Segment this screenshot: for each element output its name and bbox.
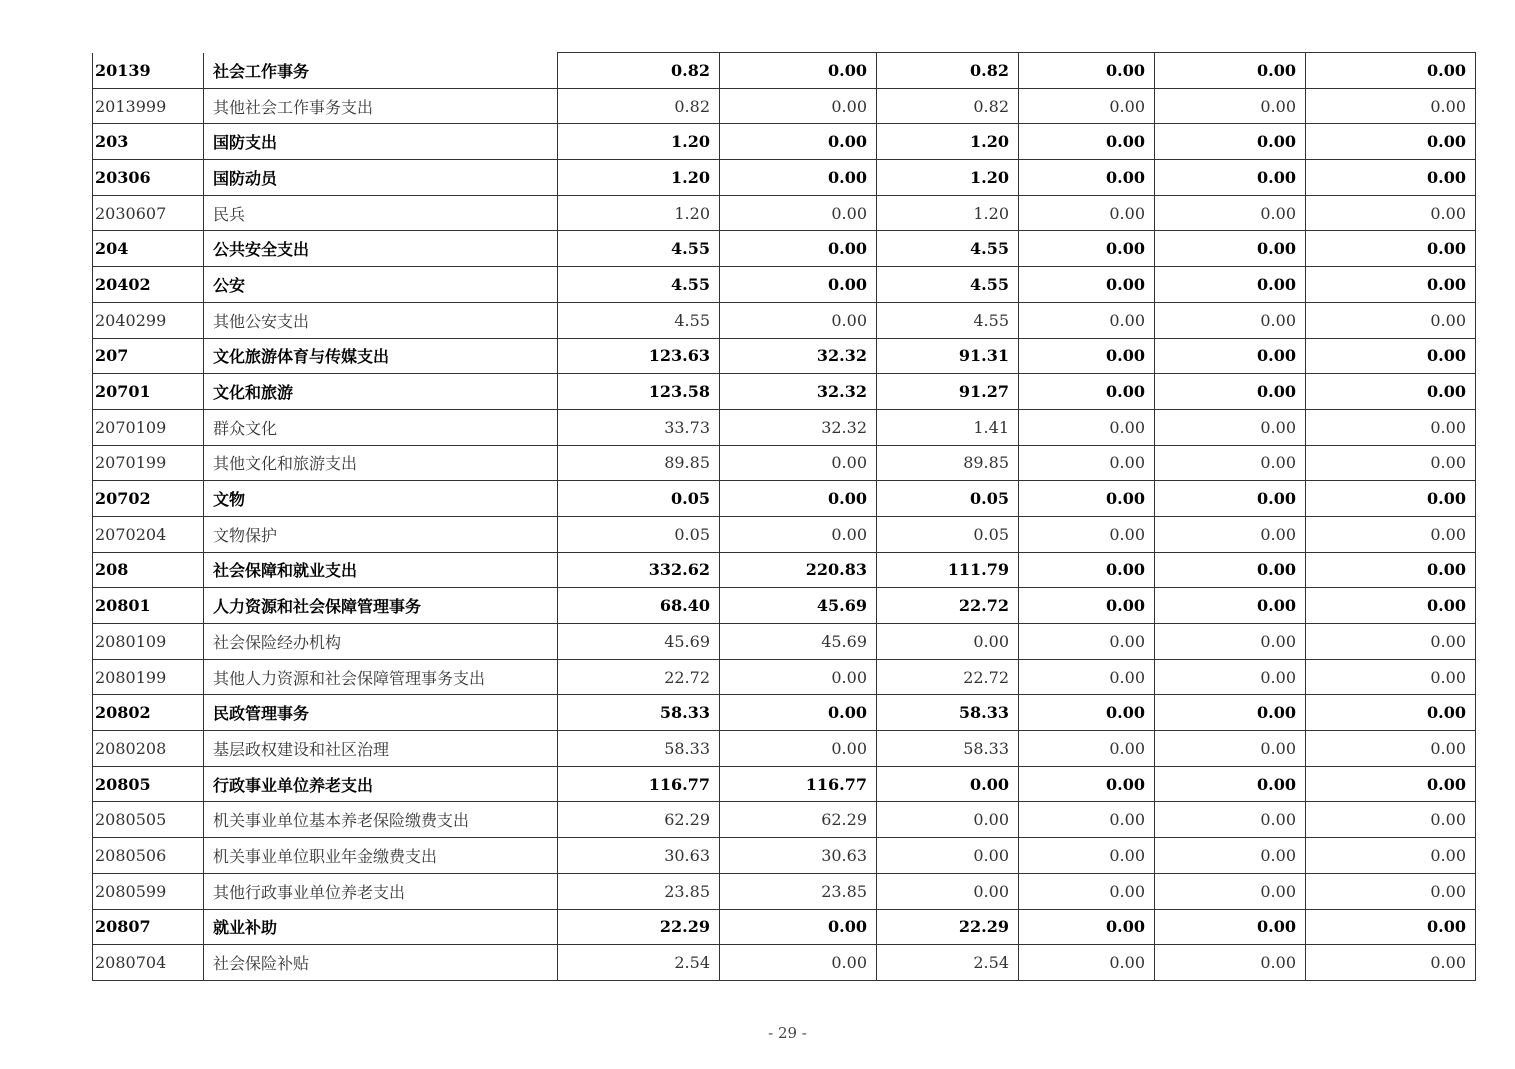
subject-name-cell: 机关事业单位基本养老保险缴费支出	[204, 802, 558, 838]
table-row	[93, 445, 1476, 481]
amount-cell: 0.00	[1155, 909, 1306, 945]
amount-cell: 332.62	[558, 552, 720, 588]
amount-cell: 123.58	[558, 374, 720, 410]
amount-cell: 89.85	[558, 445, 720, 481]
subject-name-cell: 人力资源和社会保障管理事务	[204, 588, 558, 624]
subject-code-cell: 20807	[93, 909, 204, 945]
amount-cell: 0.00	[720, 909, 877, 945]
subject-name-cell: 文化旅游体育与传媒支出	[204, 338, 558, 374]
amount-cell: 22.72	[877, 659, 1019, 695]
amount-cell: 0.00	[720, 659, 877, 695]
amount-cell: 0.00	[1155, 374, 1306, 410]
table-row	[93, 338, 1476, 374]
amount-cell: 22.72	[877, 588, 1019, 624]
table-row	[93, 302, 1476, 338]
amount-cell: 1.20	[558, 124, 720, 160]
amount-cell: 0.00	[1155, 516, 1306, 552]
subject-name-cell: 就业补助	[204, 909, 558, 945]
amount-cell: 30.63	[720, 838, 877, 874]
amount-cell: 0.00	[720, 731, 877, 767]
amount-cell: 23.85	[558, 873, 720, 909]
amount-cell: 0.00	[1155, 195, 1306, 231]
amount-cell: 0.00	[1306, 409, 1476, 445]
amount-cell: 4.55	[877, 302, 1019, 338]
subject-code-cell: 2080506	[93, 838, 204, 874]
amount-cell: 1.20	[877, 195, 1019, 231]
table-row	[93, 231, 1476, 267]
amount-cell: 0.00	[1155, 588, 1306, 624]
table-row	[93, 516, 1476, 552]
table-row	[93, 624, 1476, 660]
amount-cell: 32.32	[720, 338, 877, 374]
amount-cell: 0.00	[1019, 516, 1155, 552]
amount-cell: 0.82	[877, 53, 1019, 89]
subject-code-cell: 20805	[93, 766, 204, 802]
amount-cell: 0.00	[1306, 695, 1476, 731]
amount-cell: 0.00	[1306, 624, 1476, 660]
table-row	[93, 195, 1476, 231]
amount-cell: 0.00	[1306, 445, 1476, 481]
subject-name-cell: 其他人力资源和社会保障管理事务支出	[204, 659, 558, 695]
amount-cell: 0.00	[1019, 338, 1155, 374]
amount-cell: 0.00	[1306, 766, 1476, 802]
amount-cell: 0.00	[1155, 338, 1306, 374]
amount-cell: 0.00	[1019, 552, 1155, 588]
amount-cell: 4.55	[558, 231, 720, 267]
amount-cell: 2.54	[558, 945, 720, 981]
subject-code-cell: 2080199	[93, 659, 204, 695]
amount-cell: 58.33	[558, 695, 720, 731]
amount-cell: 0.00	[1155, 802, 1306, 838]
amount-cell: 0.00	[1306, 731, 1476, 767]
amount-cell: 62.29	[720, 802, 877, 838]
amount-cell: 0.00	[1306, 588, 1476, 624]
subject-name-cell: 公安	[204, 267, 558, 303]
subject-code-cell: 2013999	[93, 88, 204, 124]
amount-cell: 45.69	[720, 588, 877, 624]
amount-cell: 0.00	[1155, 409, 1306, 445]
table-row	[93, 374, 1476, 410]
amount-cell: 0.00	[1306, 195, 1476, 231]
amount-cell: 111.79	[877, 552, 1019, 588]
table-row	[93, 659, 1476, 695]
subject-code-cell: 20402	[93, 267, 204, 303]
amount-cell: 220.83	[720, 552, 877, 588]
subject-code-cell: 207	[93, 338, 204, 374]
amount-cell: 0.00	[1019, 481, 1155, 517]
table-row	[93, 409, 1476, 445]
amount-cell: 0.00	[1306, 302, 1476, 338]
amount-cell: 0.00	[1019, 731, 1155, 767]
amount-cell: 0.00	[1019, 695, 1155, 731]
amount-cell: 0.00	[1155, 624, 1306, 660]
amount-cell: 0.00	[1155, 124, 1306, 160]
subject-code-cell: 20139	[93, 53, 204, 89]
subject-code-cell: 204	[93, 231, 204, 267]
amount-cell: 0.00	[1306, 552, 1476, 588]
amount-cell: 0.00	[720, 231, 877, 267]
subject-code-cell: 203	[93, 124, 204, 160]
subject-name-cell: 行政事业单位养老支出	[204, 766, 558, 802]
amount-cell: 1.20	[558, 160, 720, 196]
amount-cell: 0.00	[1155, 231, 1306, 267]
amount-cell: 0.00	[1306, 516, 1476, 552]
amount-cell: 0.00	[720, 481, 877, 517]
amount-cell: 0.00	[1306, 481, 1476, 517]
amount-cell: 0.00	[720, 124, 877, 160]
amount-cell: 0.82	[877, 88, 1019, 124]
amount-cell: 0.00	[720, 88, 877, 124]
table-row	[93, 909, 1476, 945]
subject-name-cell: 文化和旅游	[204, 374, 558, 410]
subject-name-cell: 国防动员	[204, 160, 558, 196]
table-row	[93, 802, 1476, 838]
amount-cell: 32.32	[720, 409, 877, 445]
subject-code-cell: 2080109	[93, 624, 204, 660]
table-row	[93, 695, 1476, 731]
subject-name-cell: 文物	[204, 481, 558, 517]
table-row	[93, 53, 1476, 89]
page-number: - 29 -	[768, 1024, 807, 1042]
amount-cell: 0.00	[877, 873, 1019, 909]
amount-cell: 0.00	[1306, 802, 1476, 838]
amount-cell: 0.00	[1155, 731, 1306, 767]
subject-code-cell: 2040299	[93, 302, 204, 338]
table-row	[93, 945, 1476, 981]
subject-code-cell: 20801	[93, 588, 204, 624]
amount-cell: 116.77	[720, 766, 877, 802]
amount-cell: 0.05	[558, 481, 720, 517]
amount-cell: 0.05	[877, 516, 1019, 552]
subject-name-cell: 群众文化	[204, 409, 558, 445]
amount-cell: 0.00	[1019, 409, 1155, 445]
subject-code-cell: 20701	[93, 374, 204, 410]
amount-cell: 1.20	[558, 195, 720, 231]
amount-cell: 0.00	[1019, 53, 1155, 89]
amount-cell: 0.00	[720, 695, 877, 731]
budget-table	[92, 52, 1476, 981]
amount-cell: 0.00	[1306, 231, 1476, 267]
amount-cell: 0.00	[1306, 838, 1476, 874]
amount-cell: 0.00	[1019, 624, 1155, 660]
table-row	[93, 588, 1476, 624]
amount-cell: 22.29	[877, 909, 1019, 945]
amount-cell: 4.55	[558, 267, 720, 303]
amount-cell: 0.00	[877, 766, 1019, 802]
amount-cell: 0.00	[720, 945, 877, 981]
amount-cell: 0.00	[1155, 481, 1306, 517]
amount-cell: 0.00	[1019, 88, 1155, 124]
amount-cell: 0.00	[1306, 659, 1476, 695]
amount-cell: 0.00	[1155, 873, 1306, 909]
amount-cell: 32.32	[720, 374, 877, 410]
amount-cell: 0.00	[1306, 909, 1476, 945]
table-row	[93, 731, 1476, 767]
amount-cell: 0.00	[1306, 160, 1476, 196]
amount-cell: 116.77	[558, 766, 720, 802]
amount-cell: 62.29	[558, 802, 720, 838]
amount-cell: 0.00	[1019, 659, 1155, 695]
amount-cell: 4.55	[877, 267, 1019, 303]
amount-cell: 0.00	[720, 195, 877, 231]
amount-cell: 33.73	[558, 409, 720, 445]
subject-name-cell: 国防支出	[204, 124, 558, 160]
amount-cell: 0.00	[1019, 766, 1155, 802]
amount-cell: 0.00	[1155, 160, 1306, 196]
amount-cell: 0.00	[720, 267, 877, 303]
subject-code-cell: 208	[93, 552, 204, 588]
table-row	[93, 88, 1476, 124]
amount-cell: 0.00	[720, 302, 877, 338]
amount-cell: 0.00	[1019, 160, 1155, 196]
subject-code-cell: 2080599	[93, 873, 204, 909]
subject-code-cell: 2070109	[93, 409, 204, 445]
amount-cell: 1.41	[877, 409, 1019, 445]
table-row	[93, 124, 1476, 160]
subject-code-cell: 2070199	[93, 445, 204, 481]
amount-cell: 0.00	[1155, 267, 1306, 303]
subject-name-cell: 其他文化和旅游支出	[204, 445, 558, 481]
amount-cell: 0.00	[1019, 802, 1155, 838]
subject-code-cell: 2080704	[93, 945, 204, 981]
amount-cell: 58.33	[558, 731, 720, 767]
amount-cell: 2.54	[877, 945, 1019, 981]
table-row	[93, 838, 1476, 874]
subject-name-cell: 社会保险补贴	[204, 945, 558, 981]
amount-cell: 23.85	[720, 873, 877, 909]
subject-name-cell: 其他公安支出	[204, 302, 558, 338]
amount-cell: 91.31	[877, 338, 1019, 374]
amount-cell: 89.85	[877, 445, 1019, 481]
subject-name-cell: 其他社会工作事务支出	[204, 88, 558, 124]
amount-cell: 0.00	[1019, 945, 1155, 981]
amount-cell: 1.20	[877, 160, 1019, 196]
amount-cell: 0.00	[1019, 374, 1155, 410]
amount-cell: 0.82	[558, 88, 720, 124]
amount-cell: 0.00	[720, 160, 877, 196]
amount-cell: 91.27	[877, 374, 1019, 410]
amount-cell: 45.69	[558, 624, 720, 660]
table-row	[93, 873, 1476, 909]
table-row	[93, 267, 1476, 303]
subject-code-cell: 20702	[93, 481, 204, 517]
amount-cell: 0.00	[1306, 267, 1476, 303]
amount-cell: 22.72	[558, 659, 720, 695]
amount-cell: 0.05	[558, 516, 720, 552]
amount-cell: 0.00	[1155, 445, 1306, 481]
amount-cell: 0.00	[1306, 945, 1476, 981]
amount-cell: 1.20	[877, 124, 1019, 160]
amount-cell: 0.00	[1306, 374, 1476, 410]
amount-cell: 0.00	[720, 53, 877, 89]
subject-code-cell: 20802	[93, 695, 204, 731]
amount-cell: 0.00	[1019, 195, 1155, 231]
amount-cell: 30.63	[558, 838, 720, 874]
table-row	[93, 552, 1476, 588]
amount-cell: 0.00	[1306, 873, 1476, 909]
amount-cell: 0.00	[1306, 338, 1476, 374]
subject-name-cell: 公共安全支出	[204, 231, 558, 267]
subject-code-cell: 2080505	[93, 802, 204, 838]
amount-cell: 0.00	[1019, 838, 1155, 874]
amount-cell: 0.00	[1155, 945, 1306, 981]
amount-cell: 22.29	[558, 909, 720, 945]
amount-cell: 0.05	[877, 481, 1019, 517]
amount-cell: 0.00	[1155, 838, 1306, 874]
amount-cell: 4.55	[558, 302, 720, 338]
amount-cell: 4.55	[877, 231, 1019, 267]
amount-cell: 0.00	[1155, 552, 1306, 588]
amount-cell: 0.00	[1019, 873, 1155, 909]
table-body	[93, 53, 1476, 981]
subject-code-cell: 2070204	[93, 516, 204, 552]
amount-cell: 0.00	[1019, 909, 1155, 945]
amount-cell: 0.00	[1155, 88, 1306, 124]
subject-code-cell: 2080208	[93, 731, 204, 767]
amount-cell: 0.82	[558, 53, 720, 89]
subject-name-cell: 社会工作事务	[204, 53, 558, 89]
amount-cell: 0.00	[1155, 302, 1306, 338]
amount-cell: 0.00	[1306, 53, 1476, 89]
amount-cell: 0.00	[1155, 659, 1306, 695]
table-row	[93, 766, 1476, 802]
subject-name-cell: 社会保障和就业支出	[204, 552, 558, 588]
subject-name-cell: 其他行政事业单位养老支出	[204, 873, 558, 909]
amount-cell: 123.63	[558, 338, 720, 374]
table-row	[93, 160, 1476, 196]
amount-cell: 0.00	[1155, 695, 1306, 731]
amount-cell: 0.00	[1155, 53, 1306, 89]
amount-cell: 0.00	[877, 838, 1019, 874]
amount-cell: 0.00	[1019, 231, 1155, 267]
amount-cell: 0.00	[1306, 88, 1476, 124]
amount-cell: 0.00	[720, 445, 877, 481]
subject-name-cell: 文物保护	[204, 516, 558, 552]
amount-cell: 0.00	[1019, 588, 1155, 624]
subject-name-cell: 民兵	[204, 195, 558, 231]
amount-cell: 68.40	[558, 588, 720, 624]
amount-cell: 58.33	[877, 695, 1019, 731]
amount-cell: 0.00	[1306, 124, 1476, 160]
subject-name-cell: 社会保险经办机构	[204, 624, 558, 660]
amount-cell: 0.00	[877, 624, 1019, 660]
amount-cell: 45.69	[720, 624, 877, 660]
amount-cell: 0.00	[1019, 445, 1155, 481]
table-row	[93, 481, 1476, 517]
subject-name-cell: 民政管理事务	[204, 695, 558, 731]
subject-name-cell: 机关事业单位职业年金缴费支出	[204, 838, 558, 874]
amount-cell: 0.00	[877, 802, 1019, 838]
amount-cell: 0.00	[720, 516, 877, 552]
amount-cell: 0.00	[1155, 766, 1306, 802]
subject-name-cell: 基层政权建设和社区治理	[204, 731, 558, 767]
amount-cell: 0.00	[1019, 267, 1155, 303]
subject-code-cell: 20306	[93, 160, 204, 196]
subject-code-cell: 2030607	[93, 195, 204, 231]
amount-cell: 58.33	[877, 731, 1019, 767]
amount-cell: 0.00	[1019, 302, 1155, 338]
amount-cell: 0.00	[1019, 124, 1155, 160]
